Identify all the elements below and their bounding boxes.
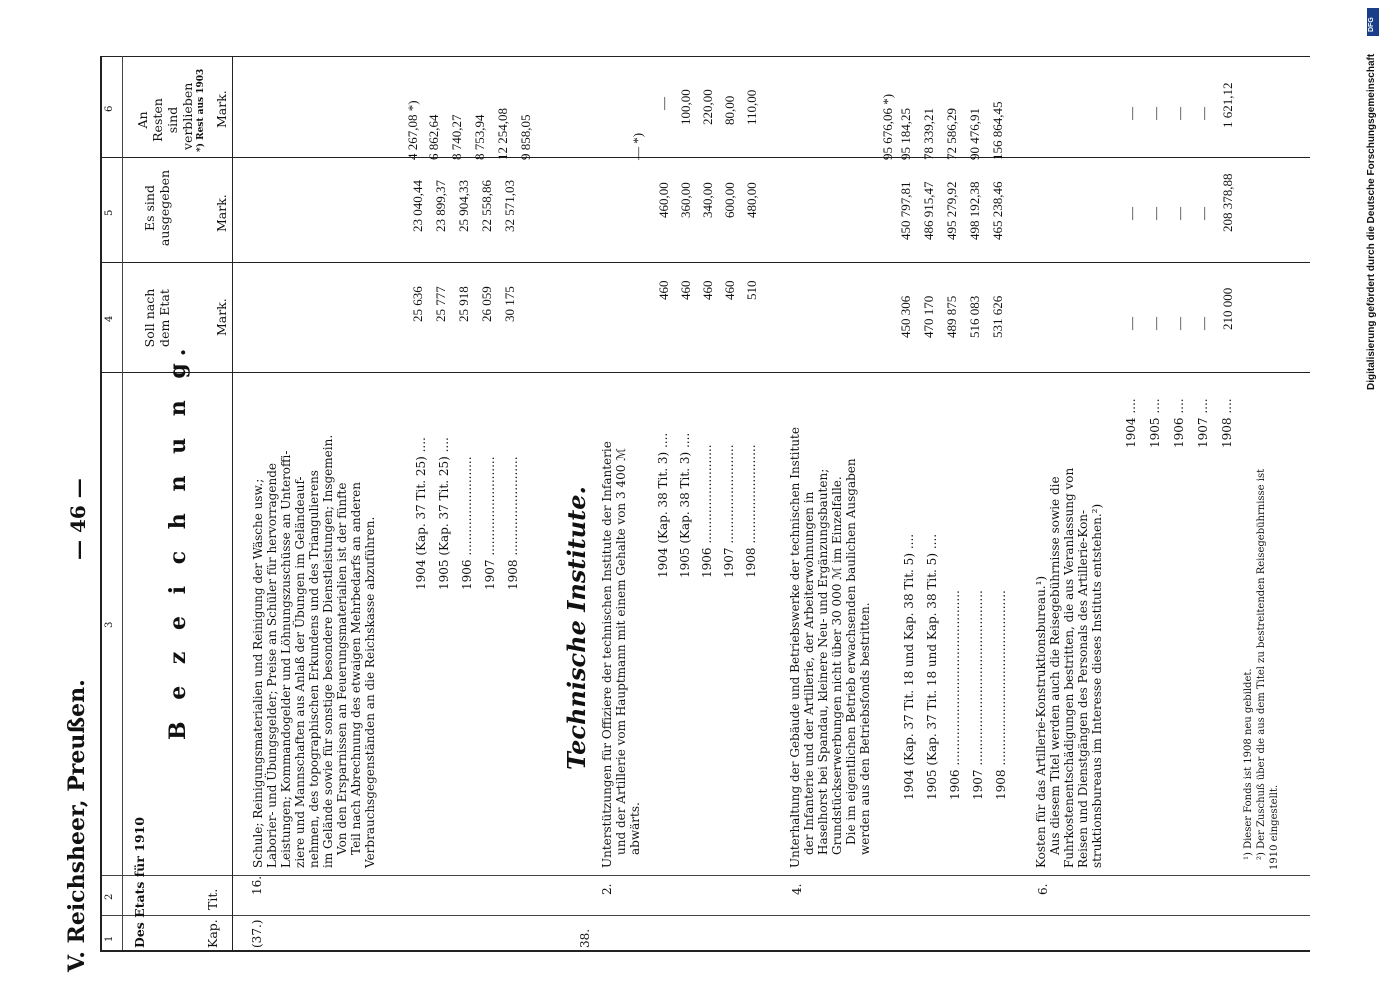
entry3-rest1903: 95 676,06 *) xyxy=(880,93,895,160)
entry2-kap: 38. xyxy=(578,928,592,948)
entry1-rest1903: 4 267,08 *) xyxy=(405,100,420,160)
col-rest-mark: Mark. xyxy=(214,90,229,128)
entry1-kap: (37.) xyxy=(250,919,264,948)
col-rest-note: *) Rest aus 1903 xyxy=(196,68,206,152)
col-etat-header: Des Etats für 1910 xyxy=(132,817,147,948)
footnote-1: ¹) Dieser Fonds ist 1908 neu gebildet. xyxy=(1243,668,1254,860)
col-rest-header: An Resten sind verblieben xyxy=(135,82,195,150)
col-num-1: 1 xyxy=(104,935,115,942)
col-num-2: 2 xyxy=(104,893,115,900)
col-bezeichnung-header: B e z e i c h n u n g. xyxy=(165,341,191,740)
col-num-5: 5 xyxy=(104,209,115,216)
col-tit-header: Tit. xyxy=(205,888,220,910)
footnote-3: 1910 eingestellt. xyxy=(1269,784,1280,870)
col-num-6: 6 xyxy=(104,105,115,112)
col-ausgegeben-header: Es sind ausgegeben xyxy=(142,169,172,247)
entry2-tit: 2. xyxy=(600,883,614,895)
col-ausgegeben-mark: Mark. xyxy=(214,194,229,232)
col-soll-mark: Mark. xyxy=(214,298,229,336)
entry1-tit: 16. xyxy=(250,875,264,895)
entry2-rest1903: — *) xyxy=(630,132,645,160)
dfg-logo xyxy=(1367,8,1379,36)
entry4-tit: 6. xyxy=(1036,883,1050,895)
dfg-logo-text: DFG xyxy=(1368,17,1375,32)
col-soll-header: Soll nach dem Etat xyxy=(142,288,172,348)
section-title: Technische Institute. xyxy=(562,486,591,770)
col-num-4: 4 xyxy=(104,315,115,322)
page-number: — 46 — xyxy=(66,478,90,560)
running-head: V. Reichsheer, Preußen. xyxy=(64,679,90,972)
col-num-3: 3 xyxy=(104,621,115,628)
col-kap-header: Kap. xyxy=(205,919,220,948)
entry3-tit: 4. xyxy=(790,883,804,895)
digitization-note: Digitalisierung gefördert durch die Deutsche Forschungsgemeinschaft xyxy=(1366,53,1377,390)
footnote-2: ²) Der Zuschuß über die aus dem Titel zu bestreitenden Reisegebührnisse ist xyxy=(1256,468,1267,860)
